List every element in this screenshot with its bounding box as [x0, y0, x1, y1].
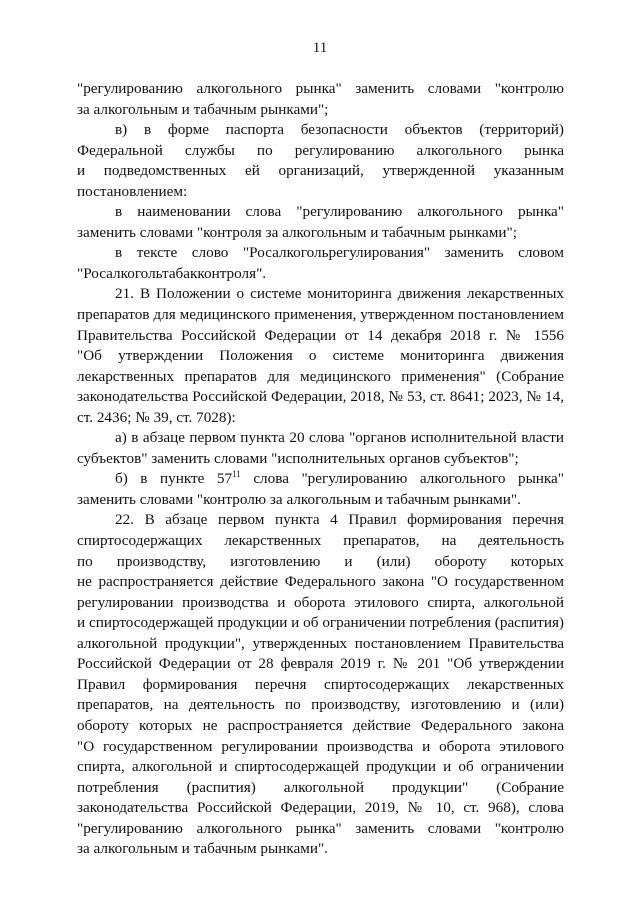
text-line: Правительства Российской Федерации от 14 декабря 2018 г. № 1556	[77, 326, 564, 344]
text-line: потребления (распития) алкогольной продукции" (Собрание	[77, 778, 564, 796]
text-line: регулировании производства и оборота этилового спирта, алкогольной	[77, 593, 564, 611]
text-line: 22. В абзаце первом пункта 4 Правил формирования перечня	[115, 511, 564, 529]
text-line: заменить словами "контролю за алкогольным и табачным рынками".	[77, 490, 521, 508]
text-line: в тексте слово "Росалкогольрегулирования" заменить словом	[115, 244, 564, 262]
text-line: и подведомственных ей организаций, утвержденной указанным	[77, 162, 564, 180]
text-line: законодательства Российской Федерации, 2019, № 10, ст. 968), слова	[77, 799, 564, 817]
text-line: спирта, алкогольной и спиртосодержащей продукции и об ограничении	[77, 758, 564, 776]
text-line: и спиртосодержащей продукции и об ограничении потребления (распития)	[77, 614, 564, 632]
text-line: лекарственных препаратов для медицинского применения" (Собрание	[77, 367, 564, 385]
text-line: не распространяется действие Федерального закона "О государственном	[77, 573, 564, 591]
document-body	[77, 79, 564, 860]
text-line: заменить словами "контроля за алкогольным и табачным рынками";	[77, 223, 517, 241]
text-line: а) в абзаце первом пункта 20 слова "органов исполнительной власти	[115, 429, 564, 447]
text-segment: б) в пункте 57	[115, 470, 233, 488]
page-number: 11	[312, 40, 328, 56]
superscript: 11	[232, 469, 241, 480]
text-line	[77, 469, 564, 490]
text-line: в) в форме паспорта безопасности объектов (территорий)	[115, 121, 564, 139]
text-line: "регулированию алкогольного рынка" заменить словами "контролю	[77, 80, 564, 97]
text-segment: слова "регулированию алкогольного рынка"	[240, 470, 564, 488]
text-line: Федеральной службы по регулированию алкогольного рынка	[77, 141, 564, 159]
text-line: ст. 2436; № 39, ст. 7028):	[77, 408, 236, 426]
text-line: "Росалкогольтабакконтроля".	[77, 264, 267, 282]
text-line: за алкогольным и табачным рынками";	[77, 100, 329, 118]
text-line: в наименовании слова "регулированию алкогольного рынка"	[115, 203, 564, 221]
text-line: обороту которых не распространяется действие Федерального закона	[77, 716, 564, 734]
text-line: постановлением:	[77, 182, 188, 200]
text-line: за алкогольным и табачным рынками".	[77, 840, 328, 858]
text-line: "Об утверждении Положения о системе мониторинга движения	[77, 347, 564, 365]
text-line: препаратов, на деятельность по производству, изготовлению и (или)	[77, 696, 564, 714]
text-line: "О государственном регулировании производства и оборота этилового	[77, 737, 564, 755]
text-line: по производству, изготовлению и (или) обороту которых	[77, 552, 564, 570]
text-line: субъектов" заменить словами "исполнительных органов субъектов";	[77, 449, 519, 467]
text-line: Российской Федерации от 28 февраля 2019 г. № 201 "Об утверждении	[77, 655, 564, 673]
text-line: препаратов для медицинского применения, утвержденном постановлением	[77, 306, 564, 324]
text-line: алкогольной продукции", утвержденных постановлением Правительства	[77, 634, 564, 652]
text-line: Правил формирования перечня спиртосодержащих лекарственных	[77, 675, 564, 693]
text-line: 21. В Положении о системе мониторинга движения лекарственных	[115, 285, 564, 303]
text-line: законодательства Российской Федерации, 2018, № 53, ст. 8641; 2023, № 14,	[77, 388, 564, 406]
text-line: спиртосодержащих лекарственных препаратов, на деятельность	[77, 532, 564, 550]
text-line: "регулированию алкогольного рынка" заменить словами "контролю	[77, 819, 564, 837]
